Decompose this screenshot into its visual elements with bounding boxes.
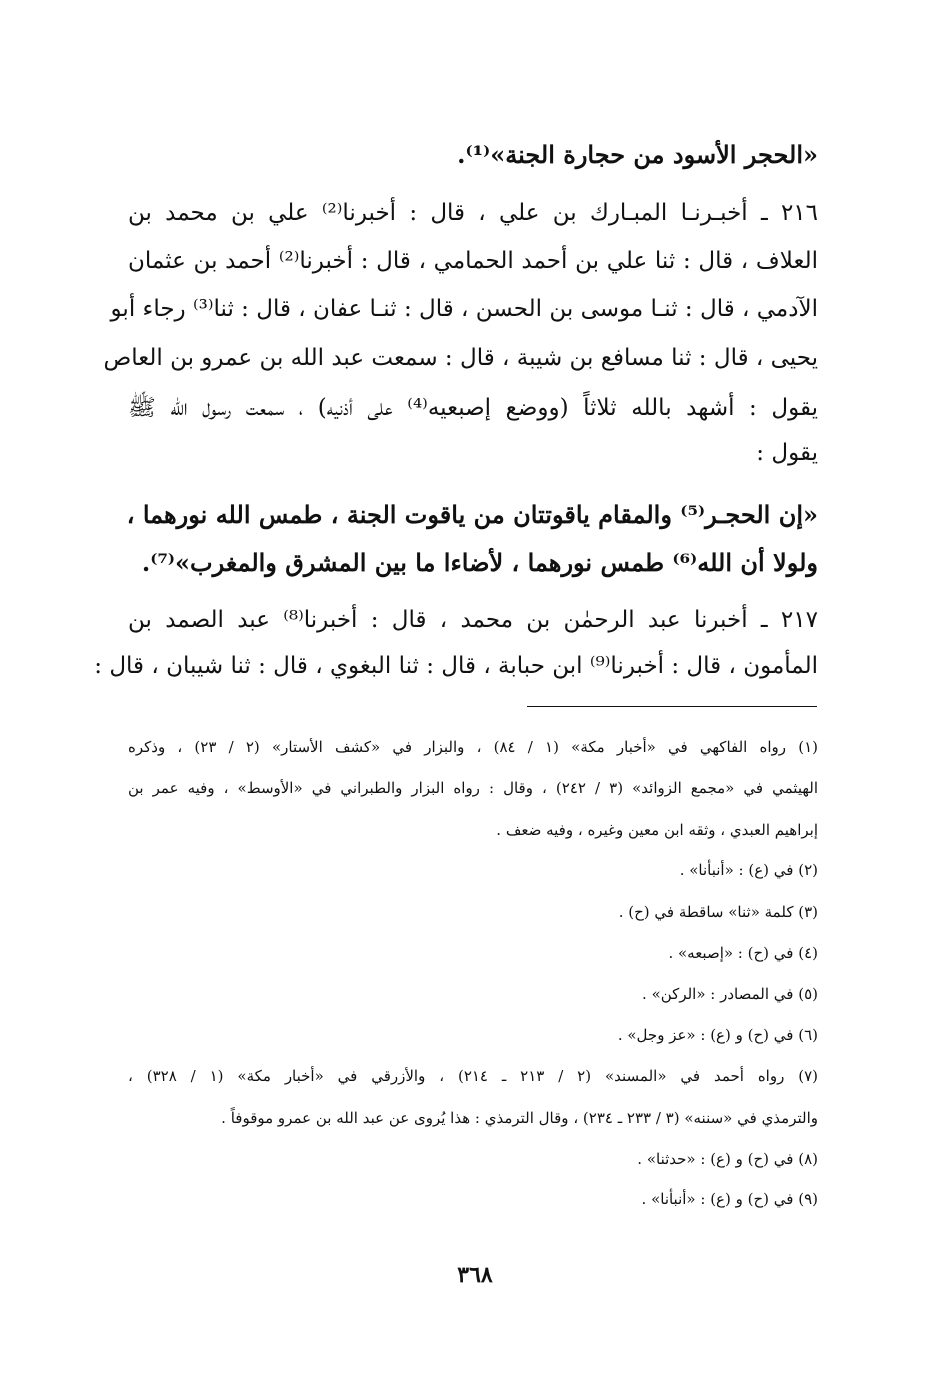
hadith-216-line: يقول : أشهد بالله ثلاثاً (ووضع إصبعيه⁽⁴⁾ على أذنيه) ، سمعت رسول الله ﷺ [128, 395, 818, 421]
footnote-line: والترمذي في «سننه» (٣ / ٢٣٣ ـ ٢٣٤) ، وقال الترمذي : هذا يُروى عن عبد الله بن عمرو موقوفاً . [221, 1109, 818, 1127]
footnote-line: (٤) في (ح) : «إصبعه» . [668, 944, 818, 962]
footnote-line: (٩) في (ح) و (ع) : «أنبأنا» . [641, 1190, 818, 1208]
footnote-line: (٣) كلمة «ثنا» ساقطة في (ح) . [618, 903, 818, 921]
hadith-216-line: يحيى ، قال : ثنا مسافع بن شيبة ، قال : سمعت عبد الله بن عمرو بن العاص [103, 345, 818, 371]
hadith-216-line: ٢١٦ ـ أخبـرنـا المبـارك بن علي ، قال : أخبرنا⁽²⁾ علي بن محمد بن [128, 200, 818, 226]
footnote-line: (١) رواه الفاكهي في «أخبار مكة» (١ / ٨٤) ، والبزار في «كشف الأستار» (٢ / ٢٣) ، وذكره [128, 738, 818, 756]
chapter-heading: «الحجر الأسود من حجارة الجنة»⁽¹⁾. [457, 140, 818, 169]
footnote-line: (٦) في (ح) و (ع) : «عز وجل» . [617, 1026, 818, 1044]
footnote-line: (٢) في (ع) : «أنبأنا» . [679, 861, 818, 879]
footnote-line: الهيثمي في «مجمع الزوائد» (٣ / ٢٤٢) ، وقال : رواه البزار والطبراني في «الأوسط» ، وفيه عمر بن [128, 779, 818, 797]
hadith-217-line: ٢١٧ ـ أخبرنا عبد الرحمٰن بن محمد ، قال : أخبرنا⁽⁸⁾ عبد الصمد بن [128, 607, 818, 633]
page-number: ٣٦٨ [457, 1262, 493, 1288]
hadith-217-line: المأمون ، قال : أخبرنا⁽⁹⁾ ابن حبابة ، قال : ثنا البغوي ، قال : ثنا شيبان ، قال : [94, 653, 818, 679]
footnote-line: (٥) في المصادر : «الركن» . [642, 985, 818, 1003]
footnote-line: إبراهيم العبدي ، وثقه ابن معين وغيره ، وفيه ضعف . [496, 821, 818, 839]
footnote-line: (٧) رواه أحمد في «المسند» (٢ / ٢١٣ ـ ٢١٤) ، والأزرقي في «أخبار مكة» (١ / ٣٢٨) ، [128, 1067, 818, 1085]
hadith-216-line: الآدمي ، قال : ثنـا موسى بن الحسن ، قال : ثنـا عفان ، قال : ثنا⁽³⁾ رجاء أبو [110, 296, 818, 322]
quote-line: «إن الحجـر⁽⁵⁾ والمقام ياقوتتان من ياقوت الجنة ، طمس الله نورهما ، [126, 500, 818, 529]
hadith-216-line: يقول : [756, 440, 818, 466]
quote-line: ولولا أن الله⁽⁶⁾ طمس نورهما ، لأضاءا ما بين المشرق والمغرب»⁽⁷⁾. [141, 548, 818, 577]
footnote-divider [527, 706, 817, 707]
hadith-216-line: العلاف ، قال : ثنا علي بن أحمد الحمامي ، قال : أخبرنا⁽²⁾ أحمد بن عثمان [128, 248, 818, 274]
footnote-line: (٨) في (ح) و (ع) : «حدثنا» . [637, 1150, 818, 1168]
